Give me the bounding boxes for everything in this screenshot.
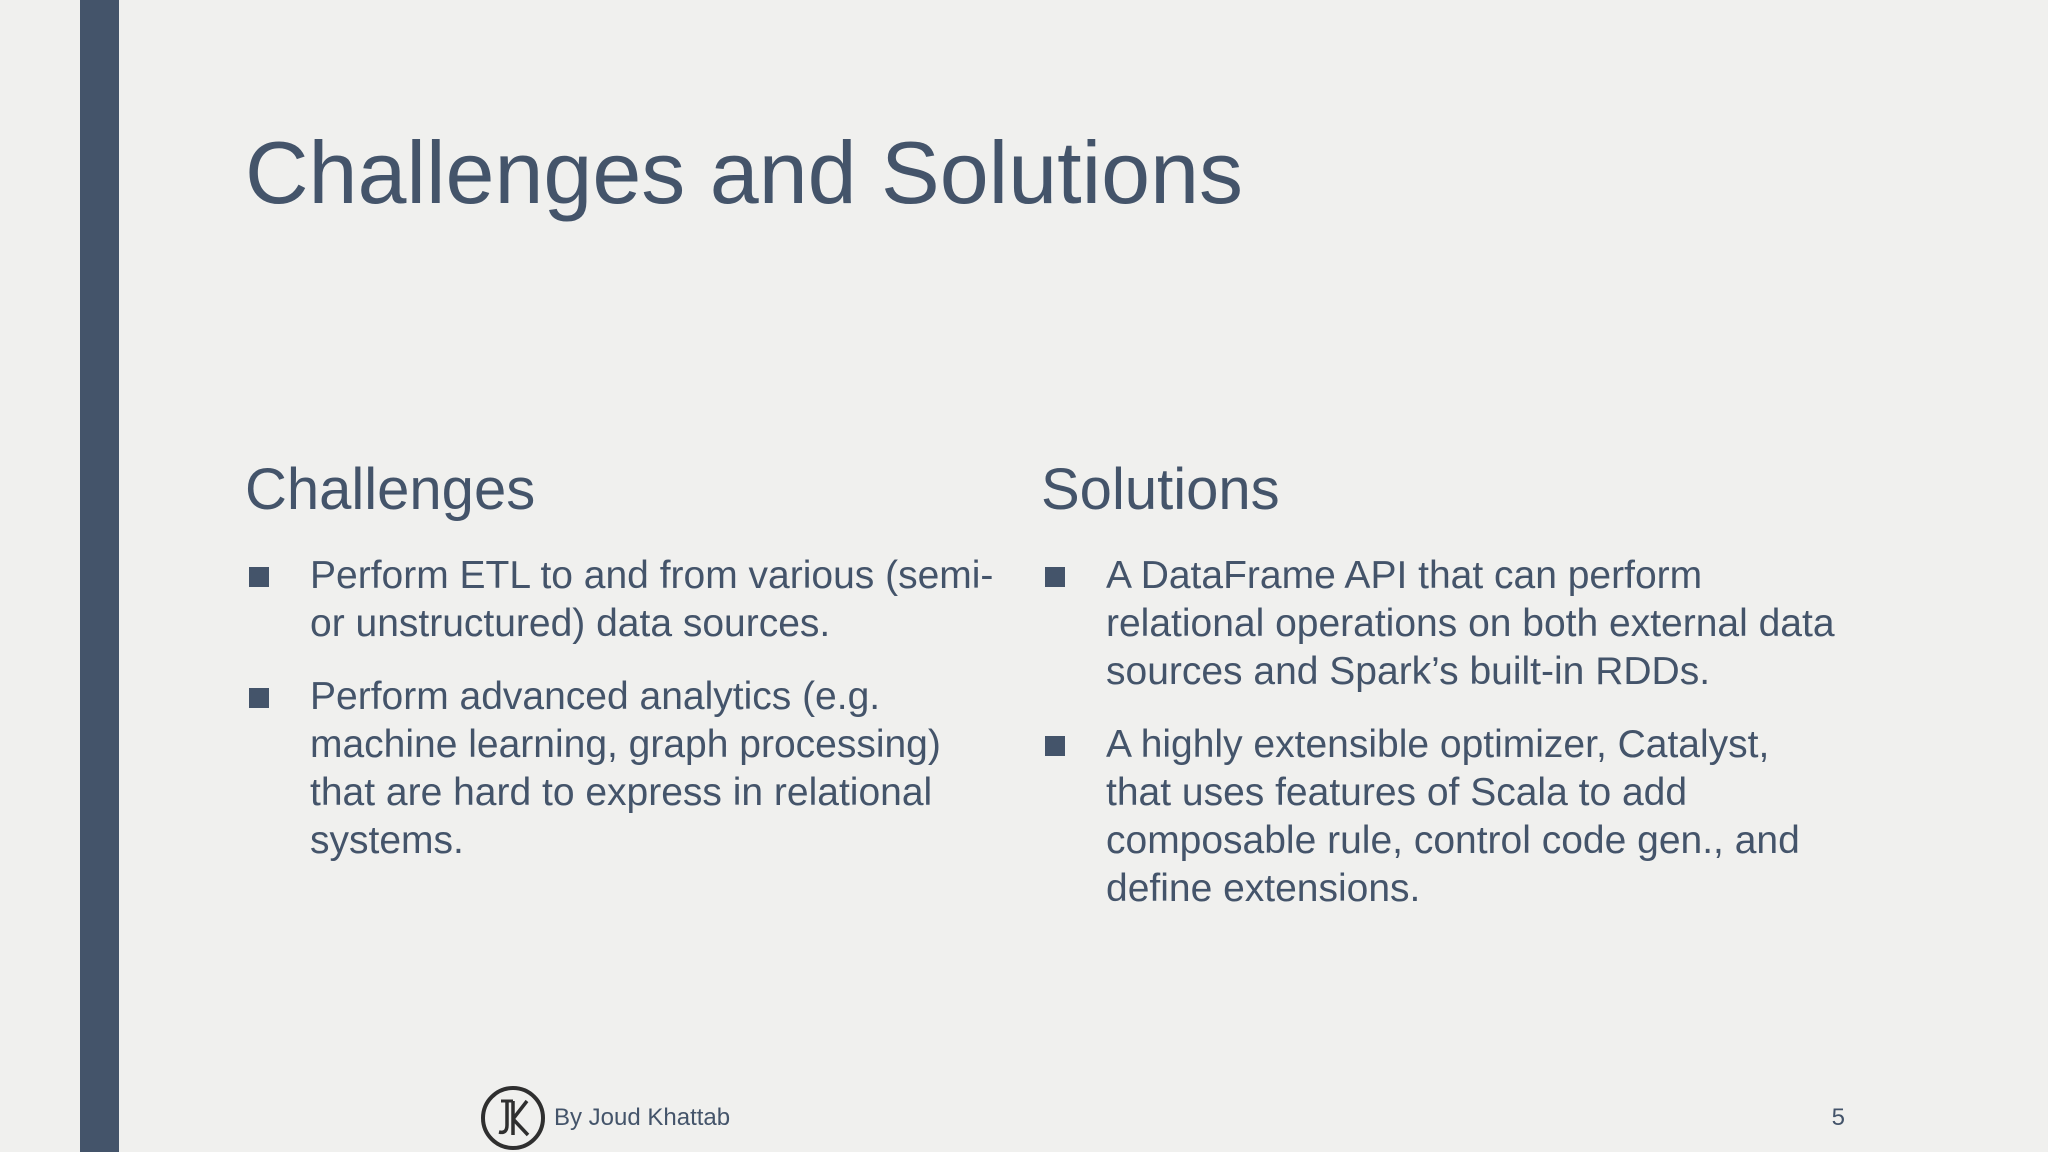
list-item [1041, 552, 1841, 696]
challenges-heading: Challenges [245, 457, 536, 522]
list-item [245, 552, 1005, 648]
challenges-list [245, 552, 1005, 865]
square-bullet-icon [1045, 736, 1065, 756]
solutions-heading: Solutions [1041, 457, 1280, 522]
square-bullet-icon [249, 567, 269, 587]
bullet-text: A DataFrame API that can perform relational operations on both external data sources and Spark’s built-in RDDs. [1106, 554, 1835, 693]
solutions-column [1041, 450, 1841, 938]
footer [480, 1083, 730, 1152]
slide-title: Challenges and Solutions [245, 123, 1244, 222]
square-bullet-icon [249, 688, 269, 708]
jk-logo-icon [480, 1085, 546, 1151]
list-item [1041, 721, 1841, 913]
list-item [245, 673, 1005, 865]
solutions-list [1041, 552, 1841, 913]
bullet-text: A highly extensible optimizer, Catalyst, that uses features of Scala to add composable rule, control code gen., and define extensions. [1106, 723, 1800, 910]
bullet-text: Perform advanced analytics (e.g. machine learning, graph processing) that are hard to express in relational systems. [310, 675, 941, 862]
author-label: By Joud Khattab [554, 1104, 731, 1131]
accent-bar [80, 0, 119, 1152]
square-bullet-icon [1045, 567, 1065, 587]
challenges-column [245, 450, 1005, 890]
bullet-text: Perform ETL to and from various (semi- or unstructured) data sources. [310, 554, 994, 645]
page-number: 5 [1831, 1104, 1845, 1131]
